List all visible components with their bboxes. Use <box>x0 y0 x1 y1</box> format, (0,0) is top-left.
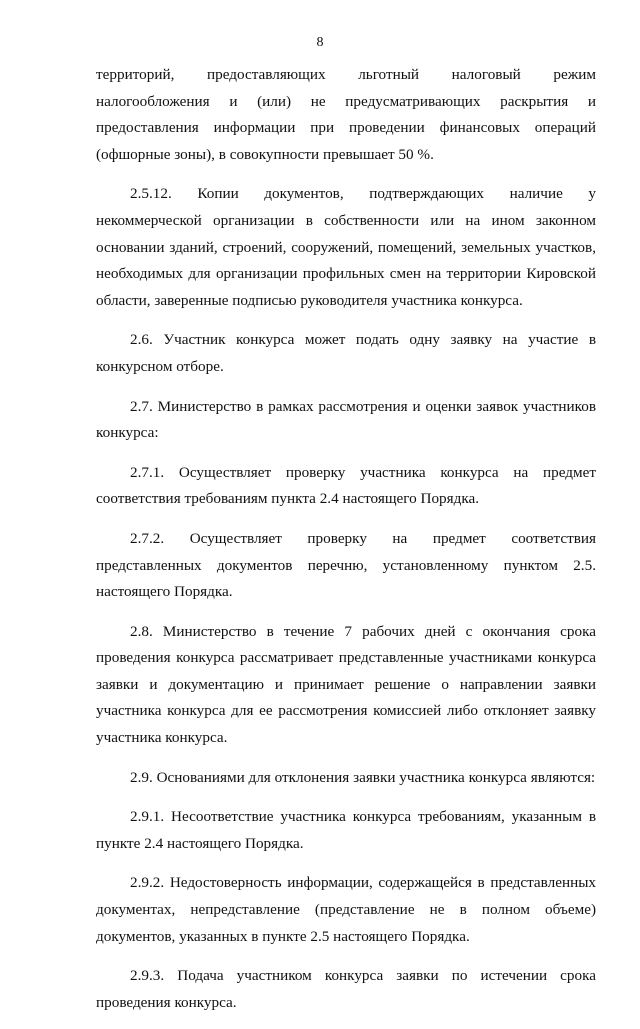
paragraph-continuation: территорий, предоставляющих льготный налоговый режим налогообложения и (или) не предусматривающих раскрытия и предоставления информации при проведении финансовых операций (офшорные зоны), в совокупности превышает 50 %. <box>96 66 596 163</box>
paragraph-2-7-2: 2.7.2. Осуществляет проверку на предмет соответствия представленных документов перечню, установленному пунктом 2.5. настоящего Порядка. <box>96 529 596 601</box>
paragraph-2-9-1: 2.9.1. Несоответствие участника конкурса требованиям, указанным в пункте 2.4 настоящего Порядка. <box>96 808 596 852</box>
paragraph-2-7: 2.7. Министерство в рамках рассмотрения и оценки заявок участников конкурса: <box>96 397 596 442</box>
paragraph-2-7-1: 2.7.1. Осуществляет проверку участника конкурса на предмет соответствия требованиям пункта 2.4 настоящего Порядка. <box>96 463 596 508</box>
paragraph-2-9-2: 2.9.2. Недостоверность информации, содержащейся в представленных документах, непредставление (представление не в полном объеме) документов, указанных в пункте 2.5 настоящего Порядка. <box>96 874 596 945</box>
paragraph-2-9: 2.9. Основаниями для отклонения заявки участника конкурса являются: <box>130 768 596 786</box>
paragraph-2-5-12: 2.5.12. Копии документов, подтверждающих наличие у некоммерческой организации в собственности или на ином законном основании зданий, строений, сооружений, помещений, земельных участков, необходимых для организации профильных смен на территории Кировской области, заверенные подписью руководителя участника конкурса. <box>96 185 596 309</box>
document-body <box>96 62 596 1029</box>
paragraph-2-6: 2.6. Участник конкурса может подать одну заявку на участие в конкурсном отборе. <box>96 331 596 375</box>
page-number: 8 <box>316 35 324 50</box>
paragraph-2-8: 2.8. Министерство в течение 7 рабочих дней с окончания срока проведения конкурса рассматривает представленные участниками конкурса заявки и документацию и принимает решение о направлении заявки участника конкурса для ее рассмотрения комиссией либо отклоняет заявку участника конкурса. <box>96 622 596 747</box>
paragraph-2-9-3: 2.9.3. Подача участником конкурса заявки по истечении срока проведения конкурса. <box>96 967 596 1011</box>
